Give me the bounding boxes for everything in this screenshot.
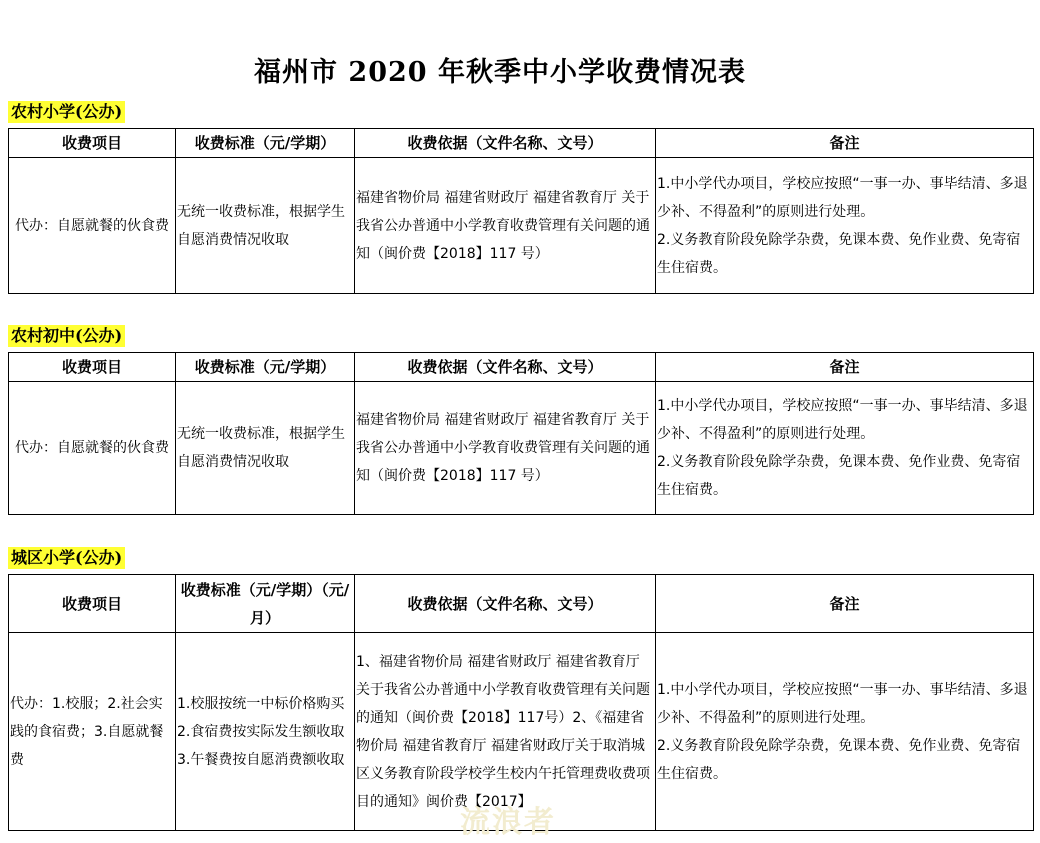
header-remark: 备注	[656, 353, 1034, 382]
cell-standard: 无统一收费标准，根据学生自愿消费情况收取	[176, 382, 355, 515]
cell-item: 代办：自愿就餐的伙食费	[9, 382, 176, 515]
header-standard: 收费标准（元/学期）（元/月）	[176, 575, 355, 633]
header-row	[9, 575, 1034, 633]
header-item: 收费项目	[9, 129, 176, 158]
table-row	[9, 158, 1034, 294]
header-remark: 备注	[656, 129, 1034, 158]
remark-line-2: 2.义务教育阶段免除学杂费，免课本费、免作业费、免寄宿生住宿费。	[657, 737, 1021, 782]
cell-basis: 福建省物价局 福建省财政厅 福建省教育厅 关于我省公办普通中小学教育收费管理有关问题的通知（闽价费【2018】117 号）	[355, 158, 656, 294]
section-label-urban-primary: 城区小学(公办)	[8, 547, 125, 569]
header-row	[9, 353, 1034, 382]
remark-line-1: 1.中小学代办项目，学校应按照“一事一办、事毕结清、多退少补、不得盈利”的原则进行处理。	[657, 398, 1028, 442]
cell-remark	[656, 633, 1034, 831]
table-row	[9, 382, 1034, 515]
cell-basis: 福建省物价局 福建省财政厅 福建省教育厅 关于我省公办普通中小学教育收费管理有关问题的通知（闽价费【2018】117 号）	[355, 382, 656, 515]
fee-table-rural-middle	[8, 352, 1034, 515]
cell-standard: 无统一收费标准，根据学生自愿消费情况收取	[176, 158, 355, 294]
standard-line-3: 3.午餐费按自愿消费额收取	[177, 751, 345, 768]
header-basis: 收费依据（文件名称、文号）	[355, 353, 656, 382]
header-standard: 收费标准（元/学期）	[176, 353, 355, 382]
cell-standard	[176, 633, 355, 831]
watermark: 流浪者	[460, 805, 556, 840]
cell-item: 代办：1.校服；2.社会实践的食宿费；3.自愿就餐费	[9, 633, 176, 831]
fee-table-urban-primary	[8, 574, 1034, 831]
header-row	[9, 129, 1034, 158]
remark-line-2: 2.义务教育阶段免除学杂费，免课本费、免作业费、免寄宿生住宿费。	[657, 454, 1021, 498]
remark-line-1: 1.中小学代办项目，学校应按照“一事一办、事毕结清、多退少补、不得盈利”的原则进行处理。	[657, 681, 1028, 726]
cell-remark	[656, 158, 1034, 294]
standard-line-1: 1.校服按统一中标价格购买	[177, 695, 345, 712]
header-remark: 备注	[656, 575, 1034, 633]
fee-table-rural-primary	[8, 128, 1034, 294]
header-item: 收费项目	[9, 575, 176, 633]
header-item: 收费项目	[9, 353, 176, 382]
section-label-rural-primary: 农村小学(公办)	[8, 101, 125, 123]
header-basis: 收费依据（文件名称、文号）	[355, 129, 656, 158]
cell-remark	[656, 382, 1034, 515]
cell-basis: 1、福建省物价局 福建省财政厅 福建省教育厅 关于我省公办普通中小学教育收费管理有关问题的通知（闽价费【2018】117号）2、《福建省物价局 福建省教育厅 福建省财政厅关于取消城区义务教育阶段学校学生校内午托管理费收费项目的通知》闽价费【2017】	[355, 633, 656, 831]
remark-line-2: 2.义务教育阶段免除学杂费，免课本费、免作业费、免寄宿生住宿费。	[657, 231, 1021, 276]
section-label-rural-middle: 农村初中(公办)	[8, 325, 125, 347]
page-title: 福州市 2020 年秋季中小学收费情况表	[254, 57, 746, 88]
header-standard: 收费标准（元/学期）	[176, 129, 355, 158]
header-basis: 收费依据（文件名称、文号）	[355, 575, 656, 633]
cell-item: 代办：自愿就餐的伙食费	[9, 158, 176, 294]
standard-line-2: 2.食宿费按实际发生额收取	[177, 723, 345, 740]
remark-line-1: 1.中小学代办项目，学校应按照“一事一办、事毕结清、多退少补、不得盈利”的原则进行处理。	[657, 175, 1028, 220]
